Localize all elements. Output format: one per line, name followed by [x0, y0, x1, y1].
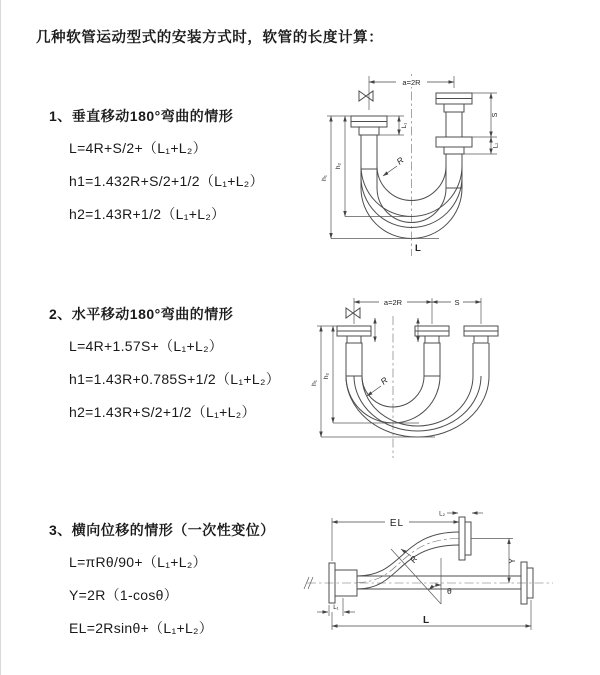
formula-line: EL=2Rsinθ+（L₁+L₂） — [69, 620, 214, 636]
braided-hose — [346, 343, 362, 376]
hose-displaced-curve — [357, 532, 459, 589]
svg-text:R: R — [394, 154, 406, 167]
radius-callout — [401, 549, 419, 565]
svg-text:h₂: h₂ — [335, 162, 342, 170]
displaced-flange — [459, 517, 471, 560]
braided-hose — [424, 343, 440, 376]
formula-line: L=4R+S/2+（L₁+L₂） — [69, 140, 207, 156]
svg-text:Y: Y — [508, 558, 517, 564]
valve-icon — [359, 91, 373, 101]
svg-text:L₂: L₂ — [439, 510, 445, 518]
svg-text:h₁: h₁ — [311, 379, 318, 387]
section-3-heading: 3、横向位移的情形（一次性变位） — [49, 522, 275, 538]
formula-line: L=4R+1.57S+（L₁+L₂） — [69, 338, 224, 354]
svg-text:S: S — [492, 112, 499, 118]
formula-line: h1=1.432R+S/2+1/2（L₁+L₂） — [69, 173, 264, 189]
dim-l2 — [464, 137, 500, 154]
diagram-horizontal-180-bend — [309, 290, 546, 462]
dim-h1 — [311, 326, 435, 437]
formula-line: h1=1.43R+0.785S+1/2（L₁+L₂） — [69, 371, 280, 387]
formula-line: h2=1.43R+1/2（L₁+L₂） — [69, 206, 226, 222]
radius-callout — [367, 375, 390, 396]
dim-h2 — [327, 116, 411, 217]
page-title: 几种软管运动型式的安装方式时，软管的长度计算： — [36, 30, 384, 46]
section-1 — [49, 106, 264, 237]
dim-l — [332, 600, 531, 630]
svg-text:a=2R: a=2R — [383, 298, 403, 307]
right-fitting — [436, 93, 472, 188]
svg-text:R: R — [407, 553, 420, 565]
left-fitting — [351, 116, 387, 188]
section-2 — [49, 304, 280, 435]
diagram-lateral-displacement — [301, 506, 559, 638]
hose-u-bend — [346, 376, 489, 437]
svg-text:EL: EL — [389, 518, 405, 529]
middle-fitting — [415, 326, 449, 376]
dim-h1 — [321, 116, 439, 239]
svg-text:L₁: L₁ — [333, 604, 339, 611]
svg-text:θ: θ — [447, 586, 452, 596]
dim-l1 — [379, 116, 408, 135]
length-label: L — [415, 243, 421, 254]
dim-l2 — [439, 511, 483, 518]
svg-text:L: L — [423, 615, 430, 626]
formula-line: L=πRθ/90+（L₁+L₂） — [69, 554, 207, 570]
svg-text:L₂: L₂ — [492, 142, 500, 149]
radius-callout — [383, 155, 406, 176]
section-1-heading: 1、垂直移动180°弯曲的情形 — [49, 108, 234, 124]
svg-text:a=2R: a=2R — [402, 78, 421, 87]
valve-icon — [346, 308, 360, 318]
diagram-vertical-180-bend — [313, 66, 531, 266]
centerline — [304, 577, 553, 589]
svg-text:L₁: L₁ — [401, 122, 408, 129]
svg-text:S: S — [454, 298, 460, 307]
svg-text:R: R — [378, 374, 390, 387]
dim-h2 — [317, 326, 419, 423]
braided-hose — [361, 135, 377, 169]
svg-text:h₁: h₁ — [321, 174, 328, 182]
dim-l1 — [317, 598, 355, 616]
left-fitting — [337, 326, 371, 376]
formula-line: Y=2R（1-cosθ） — [69, 587, 179, 603]
displaced-fitting — [464, 326, 498, 376]
section-3 — [49, 520, 275, 651]
svg-text:h₂: h₂ — [323, 372, 330, 380]
dim-s — [432, 297, 481, 325]
formula-line: h2=1.43R+S/2+1/2（L₁+L₂） — [69, 404, 256, 420]
section-2-heading: 2、水平移动180°弯曲的情形 — [49, 306, 234, 322]
dim-s — [472, 93, 499, 137]
